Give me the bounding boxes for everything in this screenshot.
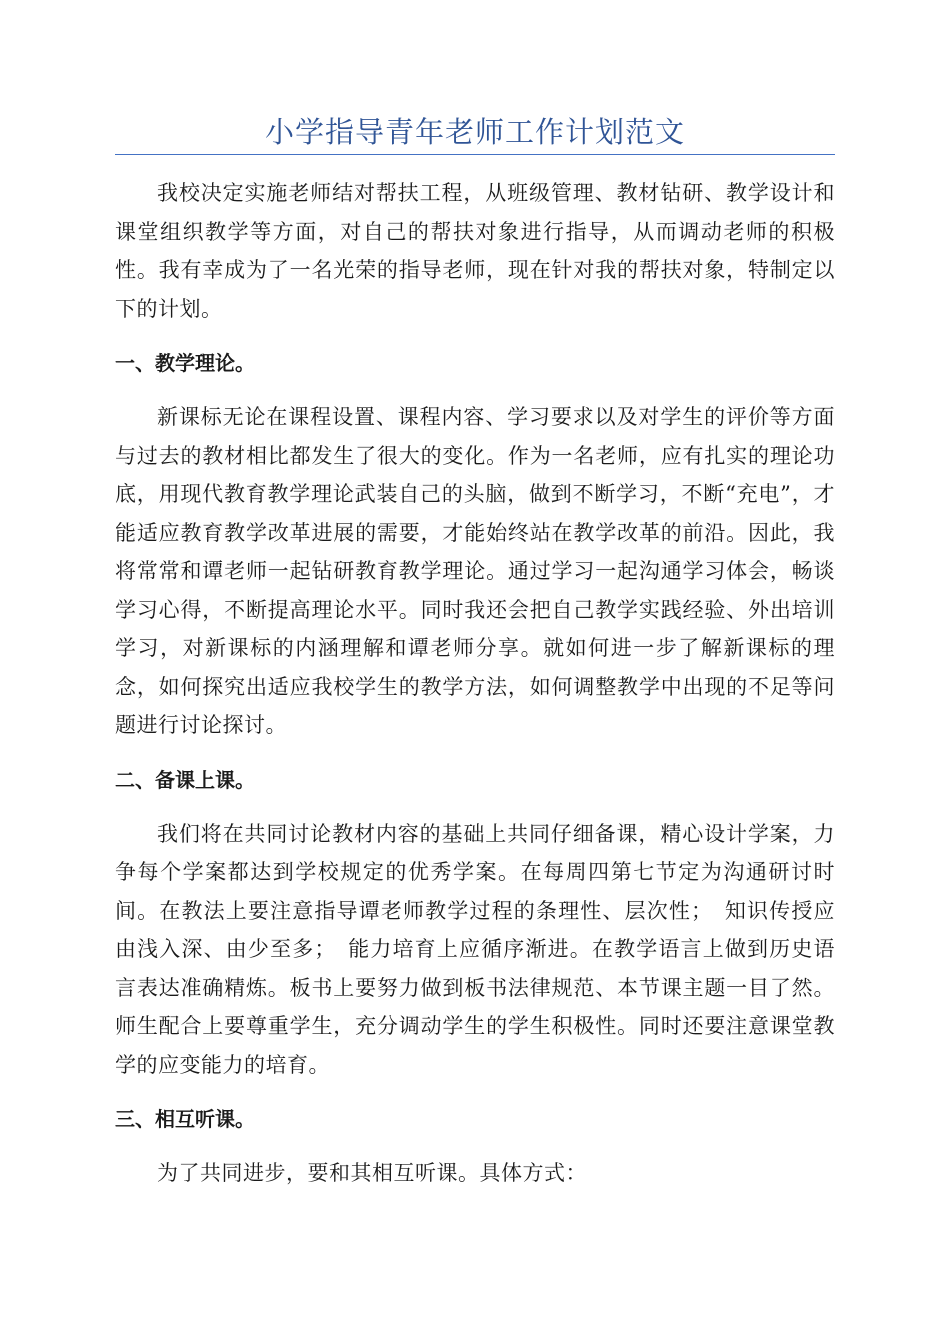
document-title: 小学指导青年老师工作计划范文 xyxy=(264,115,685,149)
intro-paragraph: 我校决定实施老师结对帮扶工程，从班级管理、教材钻研、教学设计和课堂组织教学等方面，对自己的帮扶对象进行指导，从而调动老师的积极性。我有幸成为了一名光荣的指导老师，现在针对我的帮扶对象，特制定以下的计划。 xyxy=(115,181,835,321)
document-body xyxy=(115,174,835,1209)
section-heading-teaching-theory: 一、教学理论。 xyxy=(115,351,255,375)
section-heading-lesson-preparation: 二、备课上课。 xyxy=(115,767,255,792)
section-heading-mutual-observation: 三、相互听课。 xyxy=(115,1107,255,1131)
section-paragraph-mutual-observation: 为了共同进步，要和其相互听课。具体方式： xyxy=(157,1161,587,1185)
title-underline xyxy=(115,154,835,155)
section-paragraph-lesson-preparation: 我们将在共同讨论教材内容的基础上共同仔细备课，精心设计学案，力争每个学案都达到学校规定的优秀学案。在每周四第七节定为沟通研讨时间。在教法上要注意指导谭老师教学过程的条理性、层次性； 知识传授应由浅入深、由少至多； 能力培育上应循序渐进。在教学语言上做到历史语言表达准确精炼。板书上要努力做到板书法律规范、本节课主题一目了然。师生配合上要尊重学生，充分调动学生的学生积极性。同时还要注意课堂教学的应变能力的培育。 xyxy=(115,821,835,1077)
section-paragraph-teaching-theory: 新课标无论在课程设置、课程内容、学习要求以及对学生的评价等方面与过去的教材相比都发生了很大的变化。作为一名老师，应有扎实的理论功底，用现代教育教学理论武装自己的头脑，做到不断学习，不断“充电”，才能适应教育教学改革进展的需要，才能始终站在教学改革的前沿。因此，我将常常和谭老师一起钻研教育教学理论。通过学习一起沟通学习体会，畅谈学习心得，不断提高理论水平。同时我还会把自己教学实践经验、外出培训学习，对新课标的内涵理解和谭老师分享。就如何进一步了解新课标的理念，如何探究出适应我校学生的教学方法，如何调整教学中出现的不足等问题进行讨论探讨。 xyxy=(115,405,835,737)
